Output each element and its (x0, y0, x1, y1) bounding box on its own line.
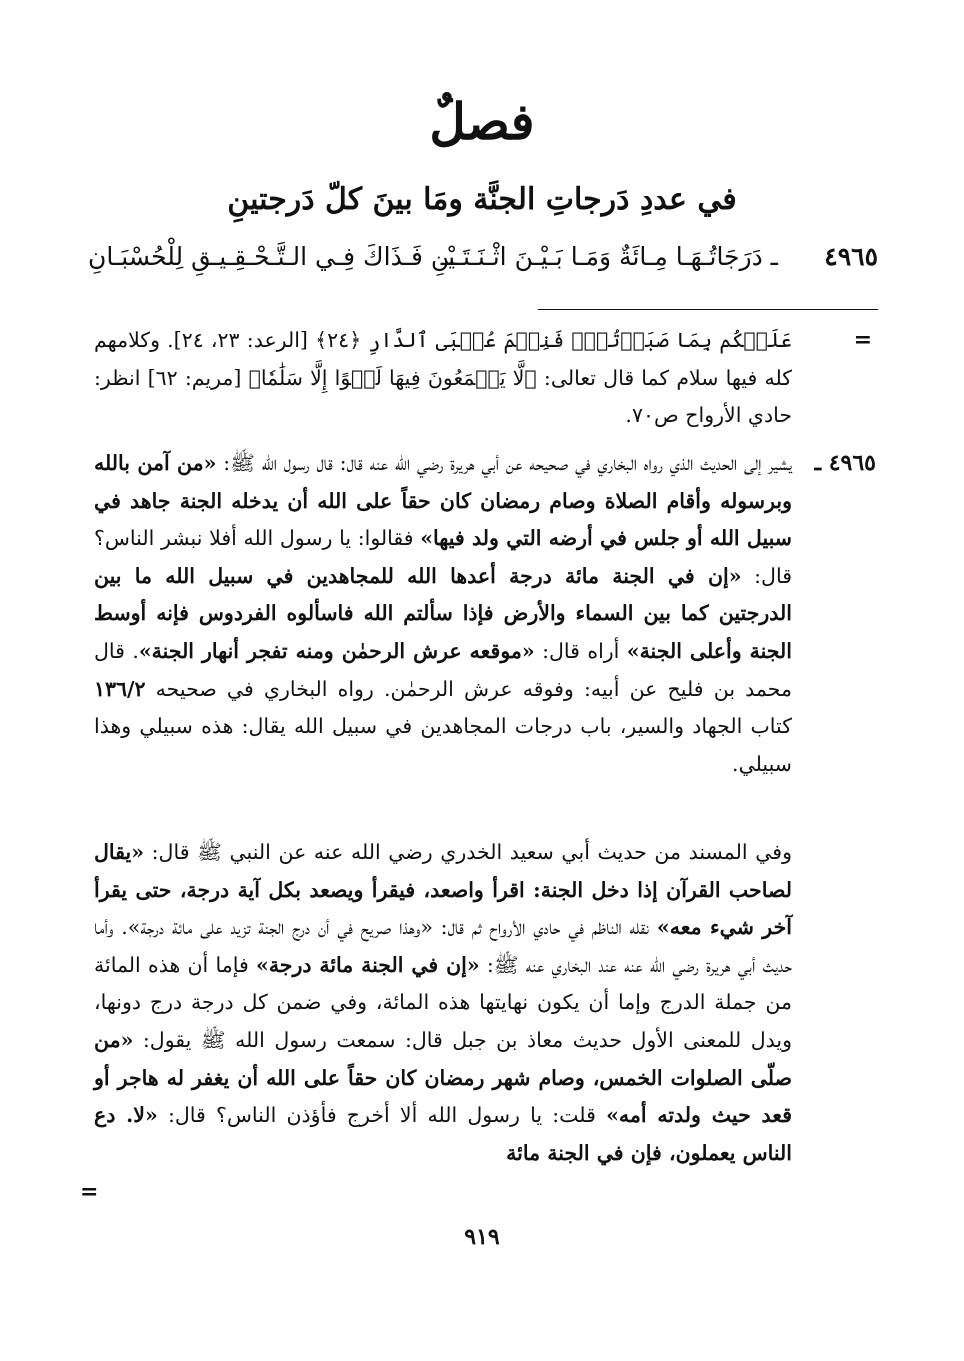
footnote-text (94, 445, 792, 783)
verse-number: ٤٩٦٥ (824, 242, 878, 271)
text-run: كتاب الجهاد والسير، باب درجات المجاهدين في سبيل الله يقال: هذه سبيلي وهذا سبيلي. (94, 714, 792, 776)
bold-text-run: «من صلّى الصلوات الخمس، وصام شهر رمضان كان حقاً على الله أن يغفر له هاجر أو قعد حيث ولدته أمه» (94, 1027, 792, 1128)
text-run: عَلَيۡكُم بِمَا صَبَرۡتُمۡۚ فَنِعۡمَ عُقۡبَى ٱلدَّارِ ﴿٢٤﴾ [الرعد: ٢٣، ٢٤]. وكلامهم كله فيها سلام كما قال تعالى: (94, 328, 793, 390)
bold-text-run: «من آمن بالله وبرسوله وأقام الصلاة وصام رمضان كان حقاً على الله أن يدخله الجنة جاهد في سبيل الله أو جلس في أرضه التي ولد فيها» (94, 451, 792, 551)
paragraph-2-text (94, 834, 792, 1172)
bold-text-run: ١٣٦/٢ (94, 676, 146, 701)
text-run: نقله الناظم في حادي الأرواح ثم قال: «وهذا صريح في أن درج الجنة تزيد على مائة درجة». وأما حديث أبي هريرة رضي الله عنه عند البخاري عنه ﷺ: (94, 915, 793, 977)
footnote-separator (538, 309, 878, 310)
footnote-body (94, 445, 792, 783)
continuation-marker: = (853, 327, 872, 353)
chapter-heading: فصلٌ (429, 92, 535, 151)
poem-verse (88, 235, 878, 279)
bold-text-run: «إن في الجنة مائة درجة» (256, 952, 480, 977)
bold-text-run: «يقال لصاحب القرآن إذا دخل الجنة: اقرأ واصعد، فيقرأ ويصعد بكل آية درجة، حتى يقرأ آخر شيء معه» (94, 840, 792, 940)
text-run: فإما أن هذه المائة من جملة الدرج وإما أن يكون نهايتها هذه المائة، وفي ضمن كل درجة درج دونها، ويدل للمعنى الأول حديث معاذ بن جبل قال: سمعت رسول الله ﷺ يقول: (94, 952, 792, 1052)
footnote-continuation-text (94, 322, 792, 435)
text-run: يشير إلى الحديث الذي رواه البخاري في صحيحه عن أبي هريرة رضي الله عنه قال: قال رسول الله ﷺ: (216, 451, 792, 475)
bold-text-run: «لا. دع الناس يعملون، فإن في الجنة مائة (94, 1103, 792, 1165)
verse-first-hemistich: ـ دَرَجَاتُـهَـا مِـائَةٌ وَمَـا بَـيْـنَ اثْـنَـتَـيْـ (440, 242, 778, 271)
continuation-marker-bottom: = (80, 1179, 99, 1205)
text-run: [مريم: ٦٢] انظر: حادي الأرواح ص٧٠. (94, 365, 792, 428)
bold-text-run: «موقعه عرش الرحمٰن ومنه تفجر أنهار الجنة» (138, 638, 535, 663)
text-run: قلت: يا رسول الله ألا أخرج فأؤذن الناس؟ قال: (157, 1103, 607, 1128)
text-run: فقالوا: يا رسول الله أفلا نبشر الناس؟ قال: (94, 526, 792, 588)
verse-second-hemistich: ـنِ فَـذَاكَ فِـي الـتَّـحْـقِـيـقِ لِلْحُسْبَـانِ (88, 242, 458, 271)
text-run: . قال محمد بن فليح عن أبيه: وفوقه عرش الرحمٰن. رواه البخاري في صحيحه (94, 638, 792, 701)
page-number: ٩١٩ (464, 1224, 500, 1250)
bold-text-run: «إن في الجنة مائة درجة أعدها الله للمجاهدين في سبيل الله ما بين الدرجتين كما بين السماء والأرض فإذا سألتم الله فاسألوه الفردوس فإنه أوسط الجنة وأعلى الجنة» (94, 563, 792, 663)
footnote-number: ٤٩٦٥ ـ (814, 450, 876, 476)
footnote-continuation (94, 322, 792, 435)
footnote-paragraph-2 (94, 834, 792, 1172)
text-run: ﴿لَّا يَسۡمَعُونَ فِيهَا لَغۡوًا إِلَّا سَلَٰمٗا﴾ (248, 365, 537, 390)
text-run: أراه قال: (534, 638, 627, 663)
text-run: وفي المسند من حديث أبي سعيد الخدري رضي الله عنه عن النبي ﷺ قال: (144, 840, 792, 864)
section-title: في عددِ دَرجاتِ الجنَّة ومَا بينَ كلّ دَرجتينِ (227, 182, 737, 217)
